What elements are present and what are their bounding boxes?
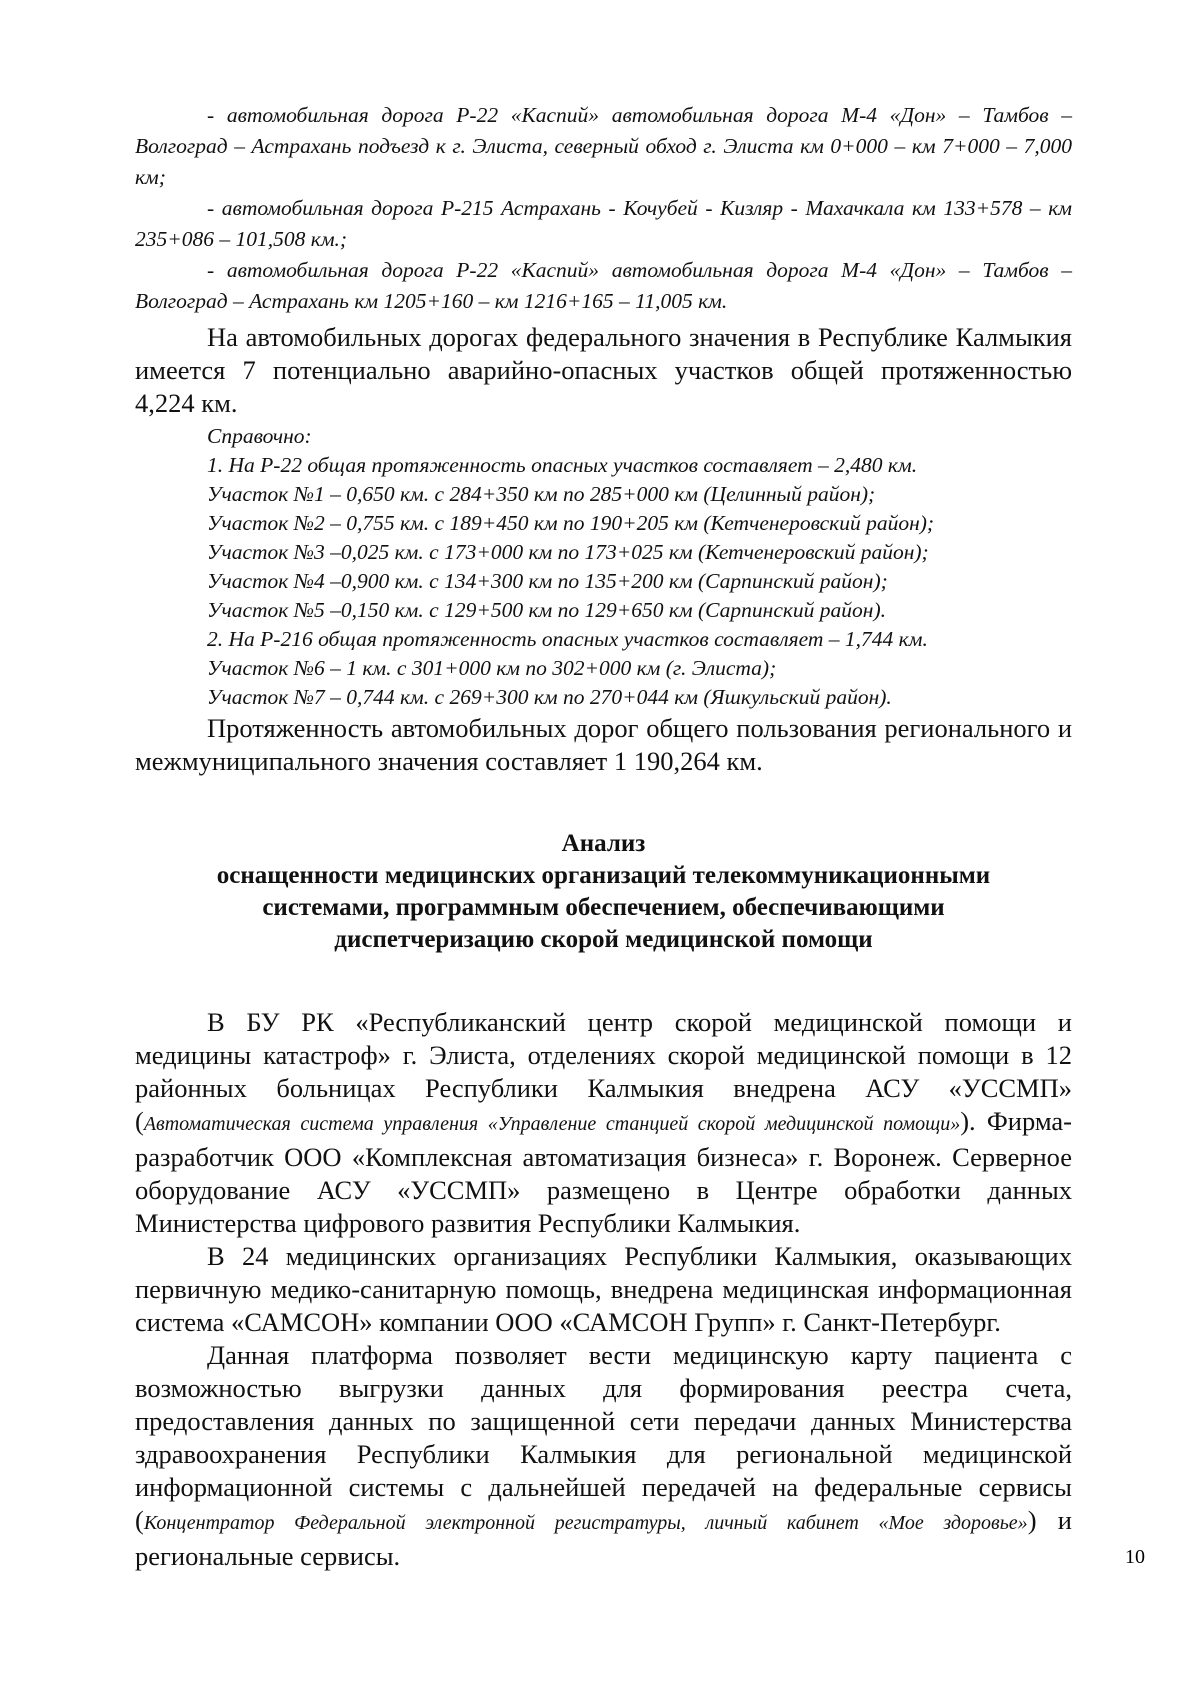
heading-line: Анализ <box>561 830 646 857</box>
road-item-2: - автомобильная дорога Р-215 Астрахань - Кочубей - Кизляр - Махачкала км 133+578 – км 235+086 – 101,508 км.; <box>135 196 1072 251</box>
italic-span: Автоматическая система управления «Управление станцией скорой медицинской помощи» <box>143 1113 961 1135</box>
paragraph-samson: В 24 медицинских организациях Республики Калмыкия, оказывающих первичную медико-санитарную помощь, внедрена медицинская информационная система «САМСОН» компании ООО «САМСОН Групп» г. Санкт-Петербург. <box>135 1241 1072 1337</box>
heading-line: системами, программным обеспечением, обеспечивающими <box>262 894 945 921</box>
text-span: ) и региональные сервисы. <box>135 1505 1072 1571</box>
paragraph-platform <box>135 1339 1072 1573</box>
text-span: В БУ РК «Республиканский центр скорой медицинской помощи и медицины катастроф» г. Элиста, отделениях скорой медицинской помощи в 12 районных больницах Республики Калмыкия внедрена АСУ «УССМП» ( <box>135 1007 1072 1136</box>
reference-line: 1. На Р-22 общая протяженность опасных участков составляет – 2,480 км. <box>207 453 918 477</box>
reference-line: Участок №5 –0,150 км. с 129+500 км по 129+650 км (Сарпинский район). <box>207 598 887 622</box>
reference-line: Участок №3 –0,025 км. с 173+000 км по 173+025 км (Кетченеровский район); <box>207 540 929 564</box>
paragraph-regional-roads: Протяженность автомобильных дорог общего пользования регионального и межмуниципального значения составляет 1 190,264 км. <box>135 713 1072 776</box>
reference-label: Справочно: <box>207 424 312 448</box>
reference-line: Участок №2 – 0,755 км. с 189+450 км по 190+205 км (Кетченеровский район); <box>207 511 935 535</box>
reference-line: 2. На Р-216 общая протяженность опасных участков составляет – 1,744 км. <box>207 627 928 651</box>
italic-span: Концентратор Федеральной электронной регистратуры, личный кабинет «Мое здоровье» <box>143 1512 1028 1534</box>
section-heading <box>135 828 1072 956</box>
reference-line: Участок №6 – 1 км. с 301+000 км по 302+000 км (г. Элиста); <box>207 656 777 680</box>
road-item-1: - автомобильная дорога Р-22 «Каспий» автомобильная дорога М-4 «Дон» – Тамбов – Волгоград – Астрахань подъезд к г. Элиста, северный обход г. Элиста км 0+000 – км 7+000 – 7,000 км; <box>135 103 1072 189</box>
reference-line: Участок №4 –0,900 км. с 134+300 км по 135+200 км (Сарпинский район); <box>207 569 888 593</box>
heading-line: оснащенности медицинских организаций телекоммуникационными <box>216 862 991 889</box>
paragraph-asu-ussmp <box>135 1006 1072 1240</box>
reference-line: Участок №7 – 0,744 км. с 269+300 км по 270+044 км (Яшкульский район). <box>207 685 892 709</box>
reference-line: Участок №1 – 0,650 км. с 284+350 км по 285+000 км (Целинный район); <box>207 482 876 506</box>
text-span: Данная платформа позволяет вести медицинскую карту пациента с возможностью выгрузки данных для формирования реестра счета, предоставления данных по защищенной сети передачи данных Министерства здравоохранения Республики Калмыкия для региональной медицинской информационной системы с дальнейшей передачей на федеральные сервисы ( <box>135 1340 1072 1535</box>
page-number: 10 <box>1125 1546 1145 1568</box>
road-item-3: - автомобильная дорога Р-22 «Каспий» автомобильная дорога М-4 «Дон» – Тамбов – Волгоград – Астрахань км 1205+160 – км 1216+165 – 11,005 км. <box>135 258 1072 313</box>
paragraph-dangerous-sections: На автомобильных дорогах федерального значения в Республике Калмыкия имеется 7 потенциально аварийно-опасных участков общей протяженностью 4,224 км. <box>135 322 1072 418</box>
text-span: ). Фирма-разработчик ООО «Комплексная автоматизация бизнеса» г. Воронеж. Серверное оборудование АСУ «УССМП» размещено в Центре обработки данных Министерства цифрового развития Республики Калмыкия. <box>135 1106 1073 1238</box>
reference-block <box>135 422 1072 712</box>
heading-line: диспетчеризацию скорой медицинской помощи <box>334 926 873 953</box>
